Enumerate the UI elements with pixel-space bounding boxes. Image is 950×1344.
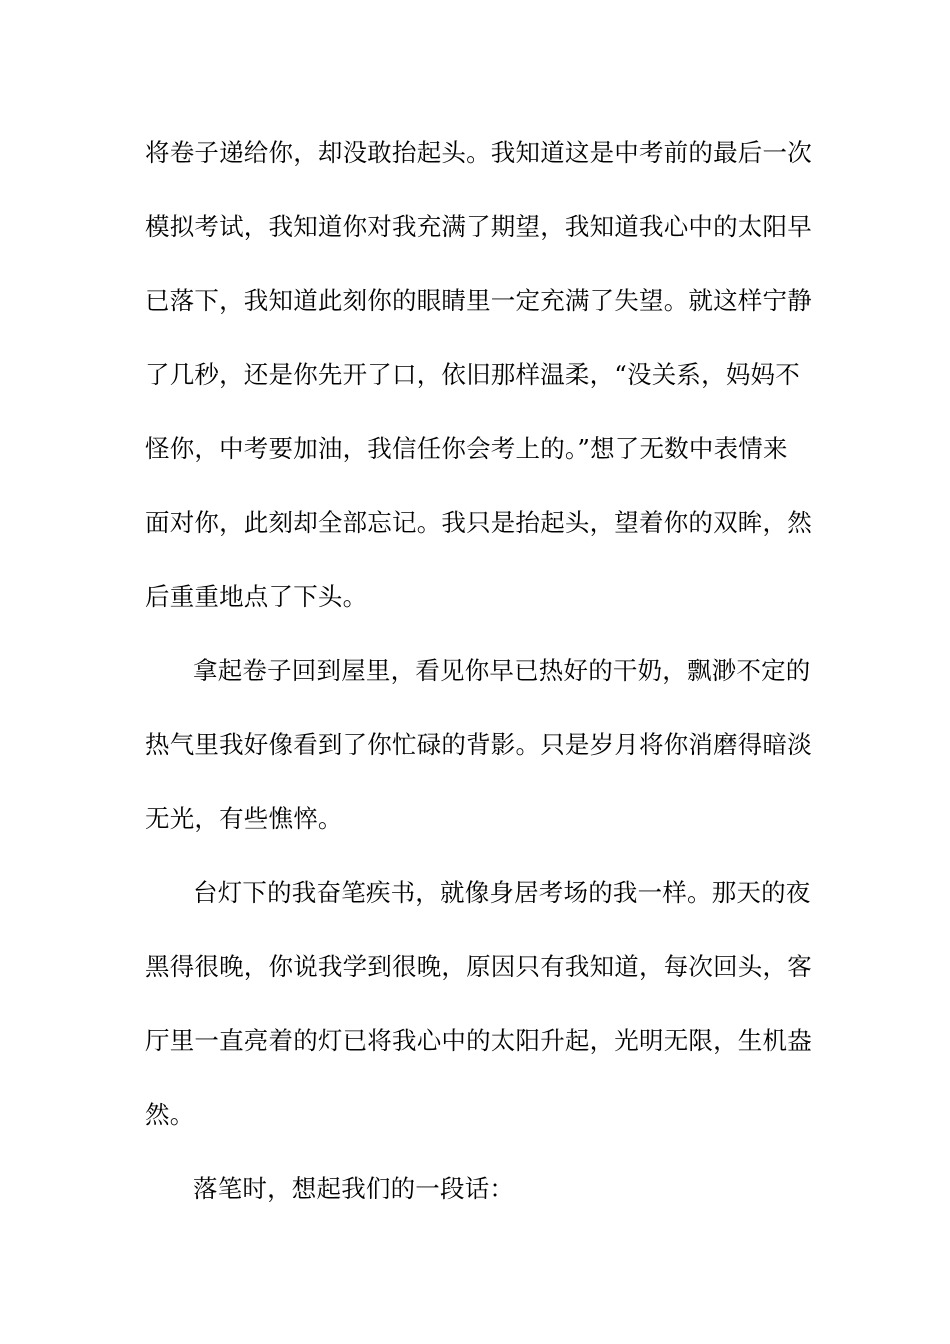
text-line: 已落下，我知道此刻你的眼睛里一定充满了失望。就这样宁静 <box>145 286 812 315</box>
text-line: 了几秒，还是你先开了口，依旧那样温柔，“没关系，妈妈不 <box>145 360 800 389</box>
text-line: 后重重地点了下头。 <box>145 582 368 611</box>
text-line: 怪你，中考要加油，我信任你会考上的。”想了无数中表情来 <box>145 434 788 463</box>
text-line: 热气里我好像看到了你忙碌的背影。只是岁月将你消磨得暗淡 <box>145 730 812 759</box>
text-line: 黑得很晚，你说我学到很晚，原因只有我知道，每次回头，客 <box>145 952 812 981</box>
text-line: 将卷子递给你，却没敢抬起头。我知道这是中考前的最后一次 <box>145 138 812 167</box>
paragraph-first-line: 落笔时，想起我们的一段话： <box>193 1174 515 1203</box>
paragraph-first-line: 拿起卷子回到屋里，看见你早已热好的干奶，飘渺不定的 <box>193 656 811 685</box>
paragraph-first-line: 台灯下的我奋笔疾书，就像身居考场的我一样。那天的夜 <box>193 878 811 907</box>
text-line: 无光，有些憔悴。 <box>145 804 343 833</box>
text-line: 厅里一直亮着的灯已将我心中的太阳升起，光明无限，生机盎 <box>145 1026 812 1055</box>
text-line: 然。 <box>145 1100 195 1129</box>
text-line: 面对你，此刻却全部忘记。我只是抬起头，望着你的双眸，然 <box>145 508 812 537</box>
text-line: 模拟考试，我知道你对我充满了期望，我知道我心中的太阳早 <box>145 212 812 241</box>
